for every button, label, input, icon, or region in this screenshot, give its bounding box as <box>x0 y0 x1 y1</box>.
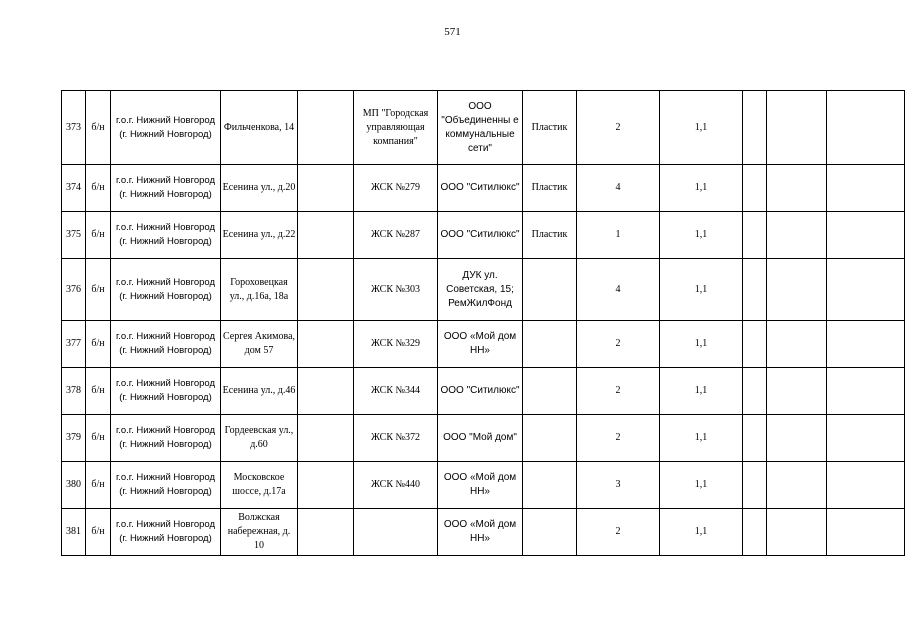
row-code: б/н <box>86 91 111 165</box>
row-value: 1,1 <box>660 368 743 415</box>
row-code: б/н <box>86 509 111 556</box>
row-material <box>523 321 577 368</box>
table-row <box>62 509 905 556</box>
row-extra1 <box>743 321 767 368</box>
row-number: 378 <box>62 368 86 415</box>
row-material: Пластик <box>523 91 577 165</box>
row-material <box>523 415 577 462</box>
table-row <box>62 259 905 321</box>
row-manager: ЖСК №303 <box>354 259 438 321</box>
row-manager: ЖСК №372 <box>354 415 438 462</box>
table-row <box>62 321 905 368</box>
row-extra3 <box>827 165 905 212</box>
row-count: 2 <box>577 91 660 165</box>
row-code: б/н <box>86 212 111 259</box>
row-material <box>523 368 577 415</box>
row-count: 4 <box>577 165 660 212</box>
row-address: Есенина ул., д.22 <box>221 212 298 259</box>
row-extra2 <box>767 321 827 368</box>
row-address: Волжская набережная, д. 10 <box>221 509 298 556</box>
row-district: г.о.г. Нижний Новгород (г. Нижний Новгород) <box>111 212 221 259</box>
row-address: Гороховецкая ул., д.16а, 18а <box>221 259 298 321</box>
row-address: Московское шоссе, д.17а <box>221 462 298 509</box>
row-extra1 <box>743 91 767 165</box>
row-extra1 <box>743 368 767 415</box>
row-count: 3 <box>577 462 660 509</box>
row-blank <box>298 212 354 259</box>
row-contractor: ООО "Объединенны е коммунальные сети" <box>438 91 523 165</box>
row-number: 376 <box>62 259 86 321</box>
row-extra2 <box>767 212 827 259</box>
row-extra3 <box>827 462 905 509</box>
row-address: Есенина ул., д.20 <box>221 165 298 212</box>
row-count: 2 <box>577 368 660 415</box>
row-district: г.о.г. Нижний Новгород (г. Нижний Новгород) <box>111 321 221 368</box>
row-value: 1,1 <box>660 321 743 368</box>
row-extra1 <box>743 259 767 321</box>
row-address: Есенина ул., д.46 <box>221 368 298 415</box>
row-material <box>523 509 577 556</box>
row-blank <box>298 91 354 165</box>
row-extra3 <box>827 368 905 415</box>
row-extra3 <box>827 259 905 321</box>
row-manager <box>354 509 438 556</box>
row-count: 1 <box>577 212 660 259</box>
table-row <box>62 91 905 165</box>
row-blank <box>298 259 354 321</box>
row-extra3 <box>827 509 905 556</box>
row-count: 2 <box>577 321 660 368</box>
row-value: 1,1 <box>660 415 743 462</box>
row-code: б/н <box>86 415 111 462</box>
row-manager: МП "Городская управляющая компания" <box>354 91 438 165</box>
row-code: б/н <box>86 259 111 321</box>
row-district: г.о.г. Нижний Новгород (г. Нижний Новгород) <box>111 368 221 415</box>
page-number: 571 <box>444 26 461 38</box>
table-row <box>62 368 905 415</box>
row-code: б/н <box>86 462 111 509</box>
row-blank <box>298 165 354 212</box>
table-row <box>62 415 905 462</box>
row-contractor: ООО «Мой дом НН» <box>438 509 523 556</box>
row-value: 1,1 <box>660 509 743 556</box>
row-extra2 <box>767 91 827 165</box>
row-contractor: ООО «Мой дом НН» <box>438 462 523 509</box>
row-code: б/н <box>86 321 111 368</box>
table-row <box>62 462 905 509</box>
table-row <box>62 212 905 259</box>
row-count: 4 <box>577 259 660 321</box>
row-blank <box>298 321 354 368</box>
row-extra2 <box>767 259 827 321</box>
row-number: 375 <box>62 212 86 259</box>
row-number: 380 <box>62 462 86 509</box>
row-district: г.о.г. Нижний Новгород (г. Нижний Новгород) <box>111 165 221 212</box>
registry-table <box>61 90 905 556</box>
row-contractor: ООО "Ситилюкс" <box>438 368 523 415</box>
row-district: г.о.г. Нижний Новгород (г. Нижний Новгород) <box>111 91 221 165</box>
row-number: 373 <box>62 91 86 165</box>
row-manager: ЖСК №287 <box>354 212 438 259</box>
row-material: Пластик <box>523 165 577 212</box>
row-extra2 <box>767 415 827 462</box>
row-contractor: ООО "Мой дом" <box>438 415 523 462</box>
row-extra3 <box>827 212 905 259</box>
row-count: 2 <box>577 509 660 556</box>
row-number: 379 <box>62 415 86 462</box>
row-number: 377 <box>62 321 86 368</box>
row-district: г.о.г. Нижний Новгород (г. Нижний Новгород) <box>111 509 221 556</box>
row-value: 1,1 <box>660 462 743 509</box>
row-extra3 <box>827 91 905 165</box>
row-extra2 <box>767 165 827 212</box>
row-extra2 <box>767 509 827 556</box>
row-address: Фильченкова, 14 <box>221 91 298 165</box>
row-value: 1,1 <box>660 165 743 212</box>
row-value: 1,1 <box>660 212 743 259</box>
row-extra1 <box>743 462 767 509</box>
row-value: 1,1 <box>660 91 743 165</box>
row-blank <box>298 509 354 556</box>
table-row <box>62 165 905 212</box>
row-blank <box>298 462 354 509</box>
row-number: 374 <box>62 165 86 212</box>
row-contractor: ДУК ул. Советская, 15; РемЖилФонд <box>438 259 523 321</box>
row-manager: ЖСК №329 <box>354 321 438 368</box>
row-number: 381 <box>62 509 86 556</box>
row-material <box>523 462 577 509</box>
row-district: г.о.г. Нижний Новгород (г. Нижний Новгород) <box>111 462 221 509</box>
row-extra1 <box>743 509 767 556</box>
row-blank <box>298 368 354 415</box>
row-address: Сергея Акимова, дом 57 <box>221 321 298 368</box>
row-value: 1,1 <box>660 259 743 321</box>
row-extra3 <box>827 321 905 368</box>
row-extra2 <box>767 368 827 415</box>
row-manager: ЖСК №344 <box>354 368 438 415</box>
row-district: г.о.г. Нижний Новгород (г. Нижний Новгород) <box>111 415 221 462</box>
row-extra1 <box>743 415 767 462</box>
row-address: Гордеевская ул., д.60 <box>221 415 298 462</box>
row-district: г.о.г. Нижний Новгород (г. Нижний Новгород) <box>111 259 221 321</box>
row-extra1 <box>743 212 767 259</box>
row-contractor: ООО «Мой дом НН» <box>438 321 523 368</box>
row-blank <box>298 415 354 462</box>
row-contractor: ООО "Ситилюкс" <box>438 165 523 212</box>
row-extra3 <box>827 415 905 462</box>
row-manager: ЖСК №440 <box>354 462 438 509</box>
row-extra2 <box>767 462 827 509</box>
row-manager: ЖСК №279 <box>354 165 438 212</box>
row-material <box>523 259 577 321</box>
row-code: б/н <box>86 165 111 212</box>
row-count: 2 <box>577 415 660 462</box>
row-material: Пластик <box>523 212 577 259</box>
row-contractor: ООО "Ситилюкс" <box>438 212 523 259</box>
row-extra1 <box>743 165 767 212</box>
row-code: б/н <box>86 368 111 415</box>
